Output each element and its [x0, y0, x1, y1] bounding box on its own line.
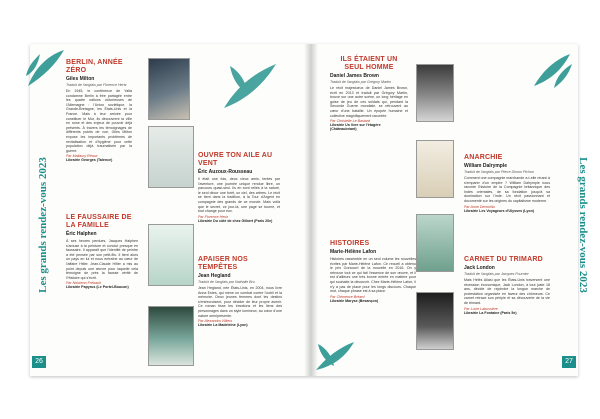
book-cover-apaiser: [148, 306, 194, 366]
article-translator: Traduit de l'anglais par Florence Hertz: [66, 83, 127, 87]
article-body: En 1945, le conférence de Yalta condamne Berlin à être partagée entre les quatre nations victorieuses de l'Allemagne : l'Union soviétique, la Grande-Bretagne, les États-Unis et la France. Mais à leur arrivée pour constituer le Mur, ils découvrent la ville en ruine et des enjeux de pouvoir déjà présents. À travers les témoignages de différents points de vue, Giles Milton expose les importants problèmes de revitalisation et d'hygiène pour cette population déjà traumatisée par la guerre.: [66, 89, 132, 153]
article-translator: Traduit de l'anglais par Grégory Martin: [330, 80, 391, 84]
article-title: APAISER NOS TEMPÊTES: [198, 256, 248, 271]
article-bookshop: Librairie Maryse (Besançon): [330, 298, 379, 303]
article-title: ANARCHIE: [464, 154, 503, 161]
leaf-decoration-icon: [220, 58, 280, 112]
article-translator: Traduit de l'anglais par Nathalie Bru: [198, 280, 255, 284]
sidebar-title-right: Les grands rendez-vous 2023: [577, 157, 589, 293]
article-body: Comment une compagnie marchande a-t-elle réussi à s'emparer d'un empire ? William Dalrymple nous raconte l'histoire de la Compagnie britannique des Indes orientales, de sa fondation jusqu'à sa domination sur l'Inde. Un récit passionnant et documenté sur les origines du capitalisme moderne.: [464, 176, 550, 203]
article-title: CARNET DU TRIMARD: [464, 256, 543, 263]
book-cover-ils-etaient: [416, 64, 454, 122]
article-author: Daniel James Brown: [330, 73, 379, 79]
left-page: [30, 44, 304, 376]
book-cover-berlin: [148, 58, 190, 120]
article-body: Mais Hélès Aliasi que les États-Unis traversent une récession économique, Jack London, à tout juste 18 ans, décide de rejoindre la longue marche de protestation organisée en faveur des chômeurs. Ce carnet retrace son périple et sa découverte de la vie de trimard.: [464, 278, 550, 305]
article-title: LE FAUSSAIRE DE LA FAMILLE: [66, 214, 132, 229]
article-reviewer: Par Christelle Le Bastard: [330, 119, 370, 124]
article-reviewer: Par Nolwenn Frébault: [66, 281, 101, 286]
article-author: Éric Auzoux-Rousseau: [198, 169, 253, 175]
article-bookshop: Librairie Les Voyageurs d'Ulysses (Lyon): [464, 208, 534, 213]
article-bookshop: Librairie La Fontaine (Paris 5e): [464, 310, 517, 315]
page-number-right: 27: [562, 356, 576, 368]
article-reviewer: Par Lucie Labussière: [464, 306, 498, 311]
article-title: ILS ÉTAIENT UN SEUL HOMME: [340, 56, 398, 71]
article-reviewer: Par Anne Deconilla: [464, 204, 495, 209]
article-translator: Traduit de l'anglais par Jacques Fournier: [464, 272, 529, 276]
leaf-decoration-icon: [312, 336, 358, 374]
article-bookshop: Librairie Georges (Talence): [66, 158, 113, 163]
right-page: [318, 44, 589, 376]
article-body: Il était une fois, deux vieux amis, tentés par l'aventure, une journée unique rendue libre, un parcours quasi-seul. Ils en sont reliés à la nature, le seul décor une forêt, un ciel, des arbres. Le récit se tient dans la tradition, à la Tour d'Argent en compagnie des grands de ce monde. Mais voilà que le secret, ce jour-là, une page se tourne, et tout change pour eux.: [198, 177, 280, 214]
book-cover-faussaire: [148, 224, 194, 286]
article-apaiser: [198, 256, 282, 327]
book-cover-carnet: [416, 292, 454, 350]
article-author: Jack London: [464, 265, 495, 271]
book-cover-histoires: [416, 214, 454, 272]
article-body: Histoires rassemble en un seul volume les nouvelles écrites par Marie-Hélène Lafon. Ce recueil a obtenu le prix Goncourt de la nouvelle en 2016. On y retrouve tout ce qui fait l'essence de son œuvre, et il est d'ailleurs une très bonne entrée en matière pour qui souhaite la découvrir. Chez Marie-Hélène Lafon, il n'y a pas de place pour les longs discours. Chaque mot, chaque phrase est à sa place.: [330, 257, 416, 294]
article-faussaire: [66, 214, 138, 289]
leaf-decoration-icon: [530, 50, 574, 90]
article-title: OUVRE TON AILE AU VENT: [198, 152, 273, 167]
sidebar-title-left: Les grands rendez-vous 2023: [37, 157, 49, 293]
article-histoires: [330, 240, 416, 303]
article-author: Giles Milton: [66, 76, 95, 82]
article-anarchie: [464, 154, 550, 213]
article-bookshop: Librairie La Madeleine (Lyon): [198, 323, 248, 328]
article-title: BERLIN, ANNÉE ZÉRO: [66, 59, 123, 74]
article-title: HISTOIRES: [330, 240, 370, 247]
article-author: Marie-Hélène Lafon: [330, 249, 377, 255]
article-author: William Dalrymple: [464, 163, 508, 169]
article-reviewer: Par Alexandra Villiers: [198, 319, 233, 324]
article-carnet: [464, 256, 550, 315]
article-author: Jean Hegland: [198, 273, 231, 279]
article-ouvre-ton-aile: [198, 152, 280, 223]
article-body: À ses heures perdues, Jacques Halphen s'amuse à la peinture et conclut presque en faussaire. Il apparaît que l'identité de peintre a été pensée par son petit-fils. Il tient alors un pays en lui et nous entraîne au cœur de l'affaire Hitler. Jean-Claude Hitler a mis au point depuis une œuvre pour laquelle cela témoigne de près la fausse vérité de l'Histoire qui s'écrit.: [66, 239, 138, 280]
article-bookshop: Librairie Du côté de chez Gilbert (Paris 20e): [198, 218, 273, 223]
article-translator: Traduit de l'anglais par Pierre-Simon Pichon: [464, 170, 534, 174]
article-reviewer: Par Mallaury Réaux: [66, 154, 98, 159]
article-ils-etaient: [330, 56, 408, 131]
article-reviewer: Par Florence Hertz: [198, 214, 229, 219]
article-berlin: [66, 59, 132, 162]
page-spine: [304, 44, 318, 376]
page-number-left: 26: [32, 356, 46, 368]
article-body: Le récit majestueux de Daniel James Brown, écrit en 2013 et traduit par Grégory Martin, trouve sur une autre scène, un long héritage en guise de jeu de ces soldats qui, pendant la Seconde Guerre mondiale, se retrouvent au cœur d'une bataille. Un épopée humaine et collective magnifiquement racontée.: [330, 86, 408, 118]
article-body: Jean Hegland, née États-Unis, en 2004, nous livre Anna Estes, qui mène un combat contre l'oubli et la mémoire. Deux jeunes femmes dont les destins s'entrecroisent, pour décider de leur propre avenir. Ce roman tisse les émotions et les liens des personnages dans un style lumineux, au cœur d'une nature omniprésente.: [198, 286, 282, 318]
article-reviewer: Par Clémence Bréard: [330, 294, 365, 299]
leaf-decoration-icon: [24, 46, 68, 90]
article-bookshop: Librairie Un livre sur l'étagère (Châteaubriant): [330, 123, 381, 132]
article-author: Éric Halphen: [66, 231, 97, 237]
article-bookshop: Librairie Papyrus (Le Portel-Boucon): [66, 285, 129, 290]
book-cover-anarchie: [416, 140, 454, 198]
book-cover-ouvre-ton-aile: [148, 126, 194, 188]
